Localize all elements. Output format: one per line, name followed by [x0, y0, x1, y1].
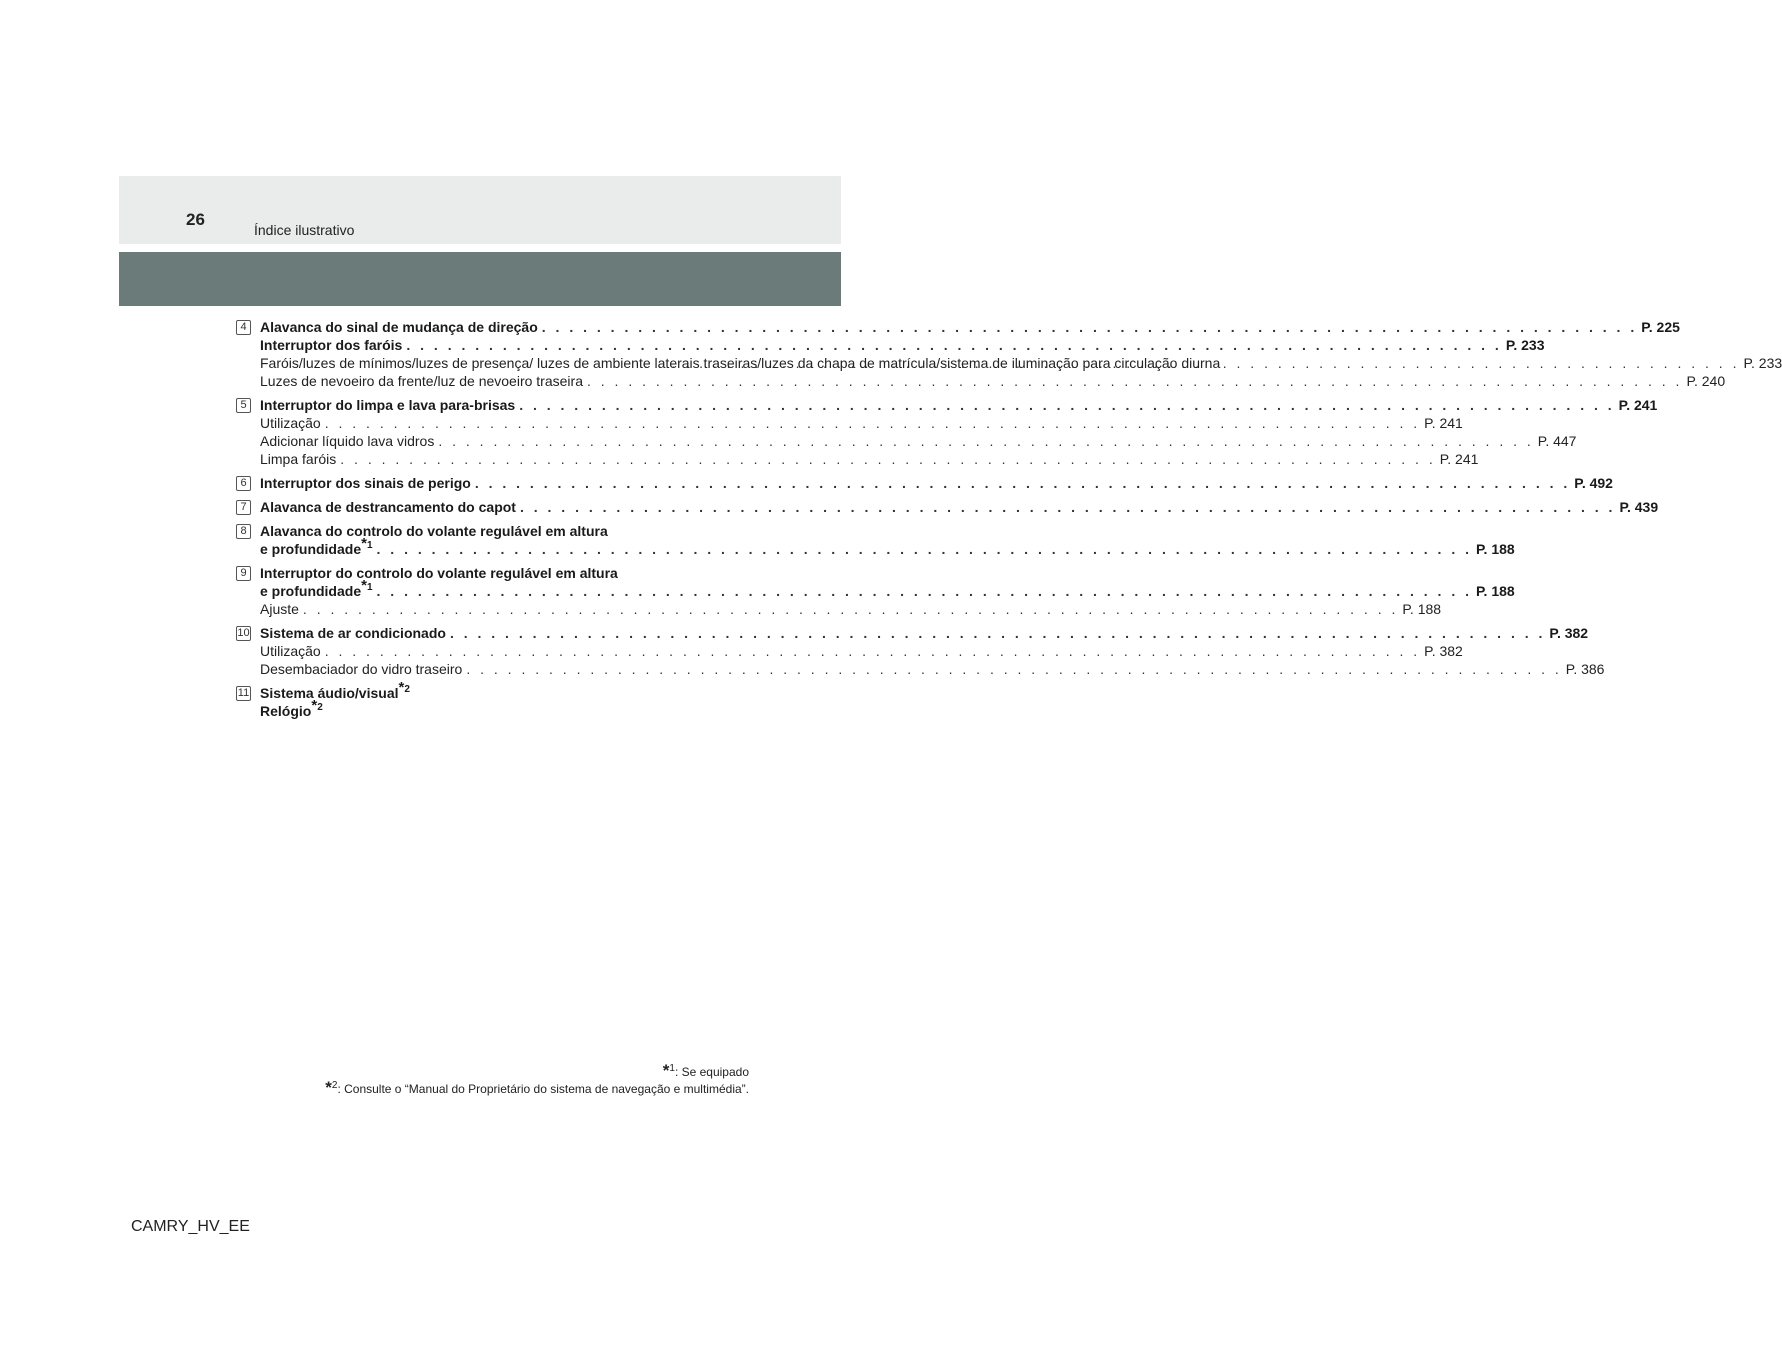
page-ref: P. 241: [1439, 451, 1479, 467]
entry-number-badge: 11: [237, 687, 250, 699]
index-subitem[interactable]: Adicionar líquido lava vidros . . . P. 447: [260, 432, 722, 450]
entry-number-badge: 8: [236, 524, 251, 539]
page-ref: P. 188: [1402, 601, 1442, 617]
index-subitem[interactable]: Ajuste . . . P. 188: [260, 600, 722, 618]
page-ref: P. 447: [1537, 433, 1577, 449]
index-entry-7: [236, 498, 1659, 516]
page-ref: P. 241: [1618, 397, 1658, 413]
index-item-line1: Alavanca do controlo do volante regulável em altura: [260, 523, 608, 539]
entry-number-badge: 9: [236, 566, 251, 581]
index-subitem[interactable]: Luzes de nevoeiro da frente/luz de nevoeiro traseira . . . P. 240: [260, 372, 722, 390]
page-ref: P. 241: [1424, 415, 1463, 431]
entry-number-badge: 5: [236, 398, 251, 413]
index-entry-4: [236, 318, 1782, 390]
index-subitem[interactable]: Utilização . . . P. 382: [260, 642, 722, 660]
index-subitem[interactable]: Limpa faróis . . . P. 241: [260, 450, 722, 468]
footnote-ref: 2: [404, 684, 410, 696]
index-list: [236, 318, 1782, 726]
index-item[interactable]: Sistema de ar condicionado . . . P. 382: [260, 624, 722, 642]
entry-number-badge: 6: [236, 476, 251, 491]
index-item[interactable]: Interruptor dos faróis . . . P. 233: [260, 336, 722, 354]
page-ref: P. 188: [1476, 541, 1515, 557]
page-ref: P. 492: [1574, 475, 1613, 491]
index-entry-5: [236, 396, 1658, 468]
index-entry-11: [236, 679, 722, 720]
page-ref: P. 386: [1565, 661, 1605, 677]
index-item[interactable]: Alavanca do sinal de mudança de direção . . . P. 225: [260, 318, 722, 336]
entry-number-badge: 10: [237, 627, 250, 639]
index-item-line1: Interruptor do controlo do volante regulável em altura: [260, 565, 618, 581]
index-subitem[interactable]: Utilização . . . P. 241: [260, 414, 722, 432]
index-entry-8: [236, 522, 1515, 558]
index-item[interactable]: Relógio$^{*2}$: [260, 697, 323, 719]
page-ref: P. 233: [1505, 337, 1545, 353]
page-ref: P. 240: [1686, 373, 1726, 389]
index-item[interactable]: Sistema áudio/visual$^{*2}$: [260, 679, 410, 701]
footnote-ref: 2: [317, 702, 323, 714]
footnote-ref: 1: [366, 540, 373, 552]
page-ref: P. 233: [1743, 355, 1782, 371]
page-ref: P. 188: [1476, 583, 1515, 599]
index-item[interactable]: Interruptor do limpa e lava para-brisas . . . P. 241: [260, 396, 722, 414]
index-item[interactable]: e profundidade$^{*1}$ . . . P. 188: [260, 582, 722, 600]
page-ref: P. 439: [1619, 499, 1659, 515]
index-entry-6: [236, 474, 1613, 492]
footnotes: [325, 1063, 749, 1097]
index-item[interactable]: Alavanca de destrancamento do capot . . . P. 439: [260, 498, 722, 516]
footnote-1: *$^1$: Se equipado: [662, 1061, 749, 1080]
index-item[interactable]: e profundidade$^{*1}$ . . . P. 188: [260, 540, 722, 558]
entry-number-badge: 7: [236, 500, 251, 515]
entry-number-badge: 4: [236, 320, 251, 335]
page-ref: P. 382: [1424, 643, 1463, 659]
section-title: Índice ilustrativo: [254, 222, 355, 238]
footnote-ref: 1: [366, 582, 373, 594]
index-item[interactable]: Interruptor dos sinais de perigo . . . P. 492: [260, 474, 722, 492]
index-entry-10: [236, 624, 1605, 678]
page-header: [119, 176, 841, 244]
header-band: [119, 252, 841, 306]
footnote-2: *$^2$: Consulte o “Manual do Proprietário do sistema de navegação e multimédia”.: [325, 1078, 749, 1097]
page-number: 26: [186, 210, 205, 229]
index-entry-9: [236, 564, 1515, 618]
index-subitem[interactable]: Faróis/luzes de mínimos/luzes de presença/ luzes de ambiente laterais traseiras/luzes da chapa de matrícula/sistema de iluminação para circulação diurna . . . P. 233: [260, 354, 722, 372]
page-ref: P. 225: [1641, 319, 1680, 335]
page-ref: P. 382: [1549, 625, 1589, 641]
index-subitem[interactable]: Desembaciador do vidro traseiro . . . P. 386: [260, 660, 722, 678]
model-code: CAMRY_HV_EE: [131, 1218, 250, 1235]
